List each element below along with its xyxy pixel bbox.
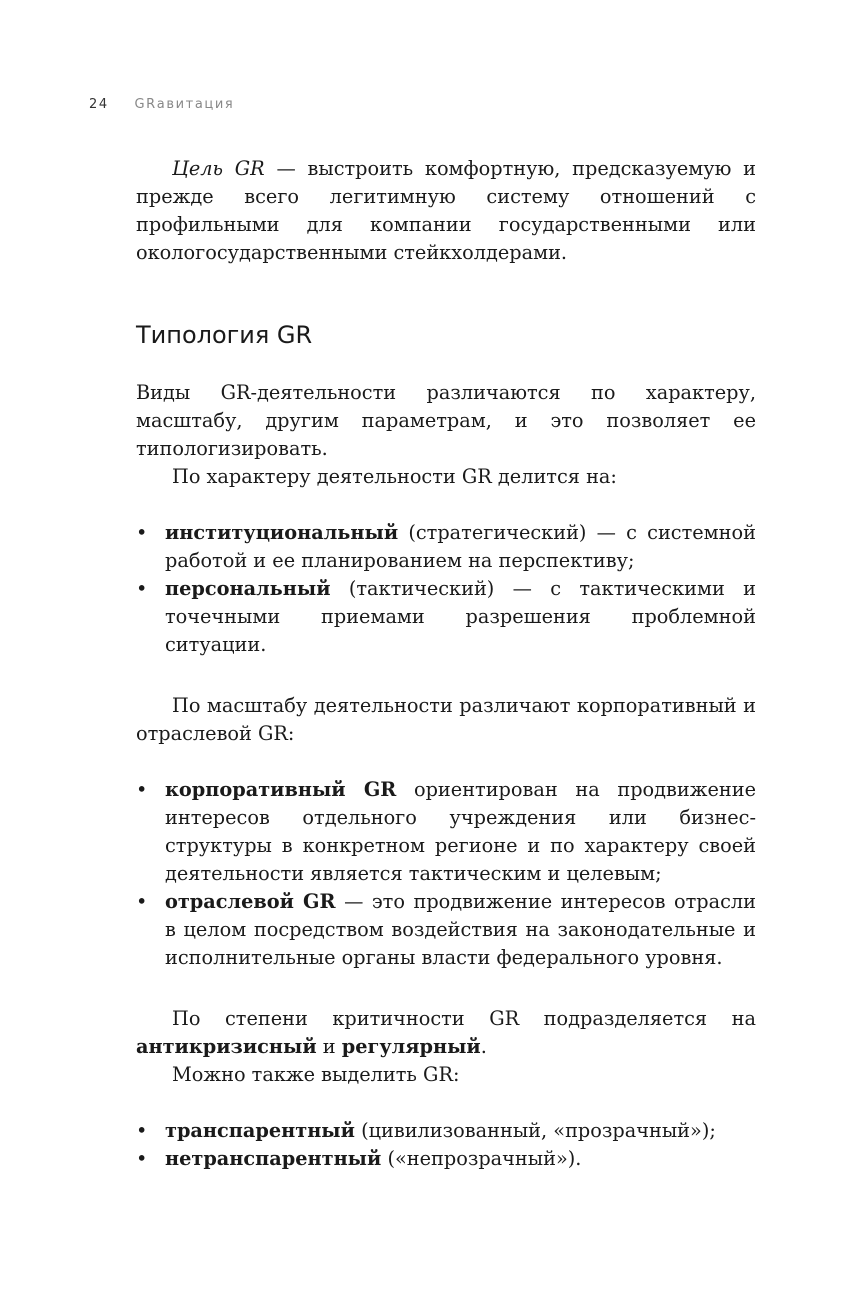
list-item bbox=[136, 575, 756, 659]
list-item-text: ориентирован на продвижение интересов отдельного учреждения или бизнес-структуры в конкретном регионе и по характеру своей деятельности является тактическим и целевым; bbox=[165, 778, 756, 885]
list-transparency bbox=[136, 1117, 756, 1173]
intro-text: — выстроить комфортную, предсказуемую и прежде всего легитимную систему отношений с профильными для компании государственными или окологосударственными стейкхолдерами. bbox=[136, 157, 756, 264]
intro-block bbox=[136, 155, 756, 267]
list-by-character bbox=[136, 519, 756, 659]
running-head bbox=[89, 97, 234, 112]
list-item bbox=[136, 1145, 756, 1173]
list-item bbox=[136, 888, 756, 972]
list-item-text: (стратегический) — с системной работой и ее планированием на перспективу; bbox=[165, 521, 756, 572]
paragraph-by-scale: По масштабу деятельности различают корпоративный и отраслевой GR: bbox=[136, 694, 756, 745]
book-title: GRавитация bbox=[134, 97, 235, 112]
list-item-text: («непрозрачный»). bbox=[381, 1147, 582, 1170]
intro-paragraph bbox=[136, 155, 756, 267]
paragraph-types: Виды GR-деятельности различаются по характеру, масштабу, другим параметрам, и это позволяет ее типологизировать. bbox=[136, 381, 756, 460]
list-item-term: транспарентный bbox=[165, 1119, 355, 1142]
list-item-text: (тактический) — с тактическими и точечными приемами разрешения проблемной ситуации. bbox=[165, 577, 756, 656]
list-item bbox=[136, 1117, 756, 1145]
criticality-text-start: По степени критичности GR подразделяется на bbox=[172, 1007, 756, 1030]
intro-term: Цель GR bbox=[172, 157, 265, 180]
page-number: 24 bbox=[89, 97, 109, 112]
list-item-term: персональный bbox=[165, 577, 331, 600]
list-item-text: (цивилизованный, «прозрачный»); bbox=[354, 1119, 716, 1142]
criticality-text-end: . bbox=[480, 1035, 487, 1058]
criticality-term-anticrisis: антикризисный bbox=[136, 1035, 317, 1058]
criticality-term-regular: регулярный bbox=[341, 1035, 481, 1058]
paragraph-by-character: По характеру деятельности GR делится на: bbox=[172, 465, 617, 488]
section-body bbox=[136, 379, 756, 1173]
paragraph-by-criticality bbox=[136, 1005, 756, 1061]
list-item-term: корпоративный GR bbox=[165, 778, 397, 801]
list-item bbox=[136, 519, 756, 575]
list-by-scale bbox=[136, 776, 756, 972]
list-item-term: нетранспарентный bbox=[165, 1147, 382, 1170]
list-item-term: институциональный bbox=[165, 521, 399, 544]
criticality-text-mid: и bbox=[316, 1035, 342, 1058]
list-item bbox=[136, 776, 756, 888]
section-heading: Типология GR bbox=[136, 321, 313, 349]
list-item-term: отраслевой GR bbox=[165, 890, 336, 913]
paragraph-also: Можно также выделить GR: bbox=[172, 1063, 460, 1086]
list-item-text: — это продвижение интересов отрасли в целом посредством воздействия на законодательные и исполнительные органы власти федерального уровня. bbox=[165, 890, 756, 969]
